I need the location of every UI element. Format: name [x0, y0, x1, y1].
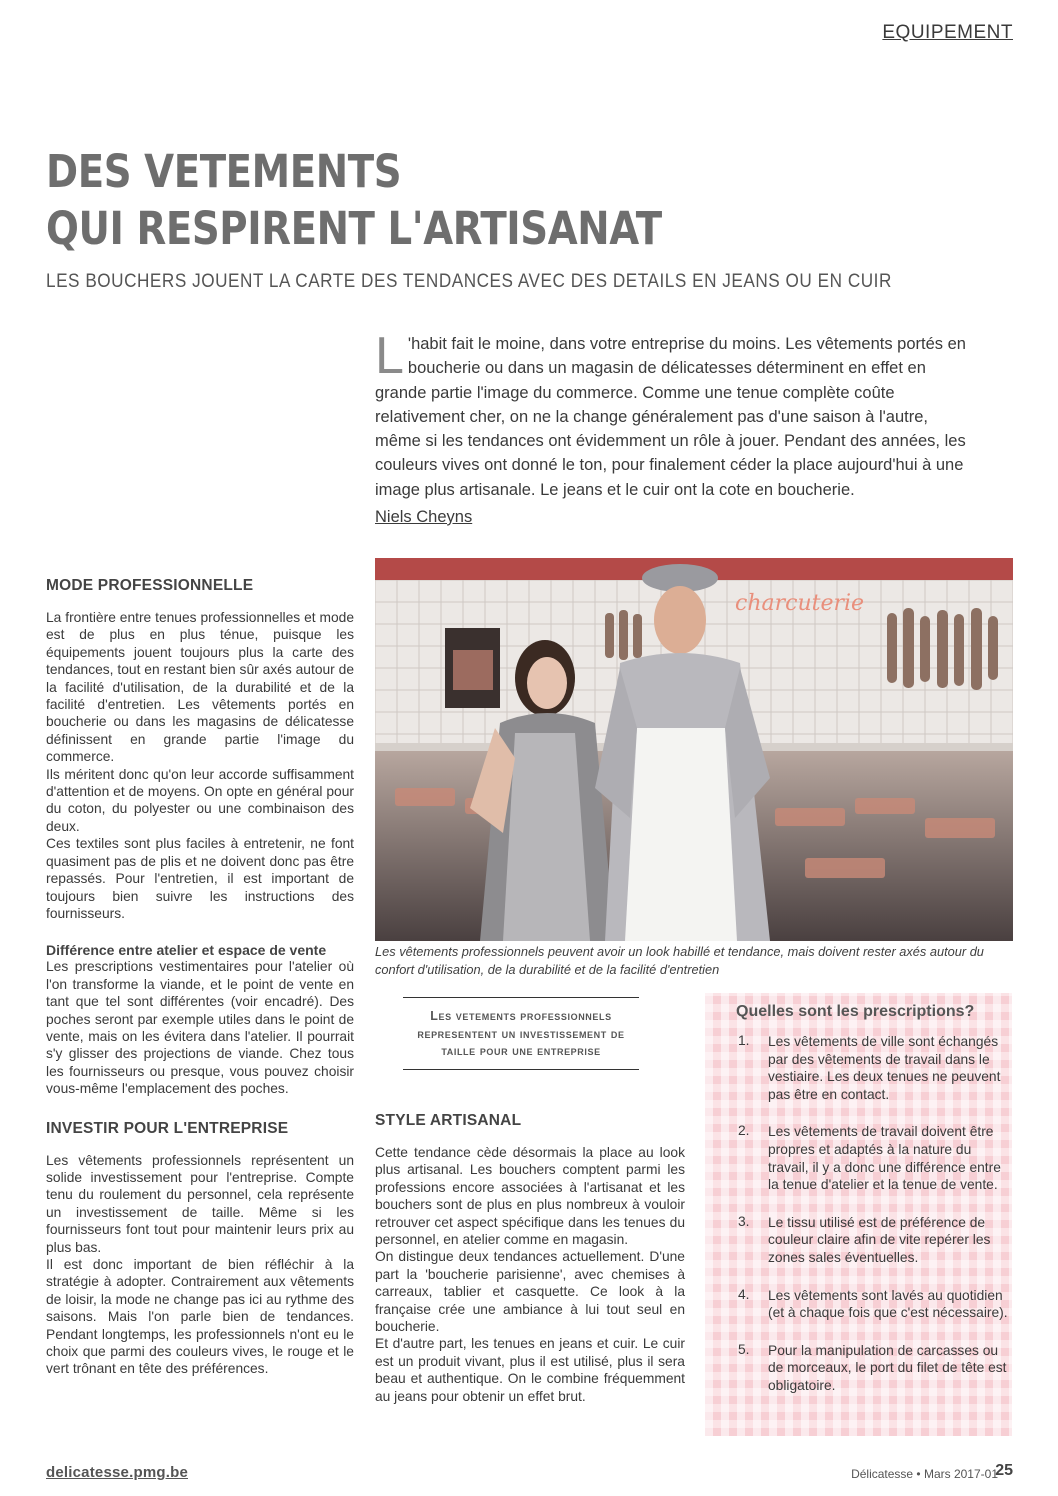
footer-issue: Délicatesse • Mars 2017-01 [851, 1467, 998, 1481]
list-number: 3. [738, 1213, 750, 1229]
photo-caption: Les vêtements professionnels peuvent avoir un look habillé et tendance, mais doivent rester axés autour du confort d'utilisation, de la durabilité et de la facilité d'entretien [375, 944, 984, 977]
title-line-1: DES VETEMENTS [46, 145, 402, 198]
page-number: 25 [995, 1462, 1013, 1479]
drop-cap: L [375, 327, 404, 385]
title-line-2: QUI RESPIRENT L'ARTISANAT [46, 202, 662, 255]
butchers-photo-illustration [375, 558, 1013, 941]
heading-investir: INVESTIR POUR L'ENTREPRISE [46, 1119, 289, 1137]
prescriptions-list [705, 1033, 1012, 1395]
heading-mode-professionnelle: MODE PROFESSIONNELLE [46, 577, 254, 594]
paragraph: Les vêtements professionnels représentent un solide investissement pour l'entreprise. Compte tenu du roulement du personnel, cela représente un investissement de taille. Même si les fournisseurs font tout pour maintenir leurs prix au plus bas. [46, 1152, 354, 1255]
list-text: Le tissu utilisé est de préférence de couleur claire afin de vite repérer les zones sales éventuelles. [768, 1214, 991, 1265]
paragraph: Ils méritent donc qu'on leur accorde suffisamment d'attention et de moyens. On opte en général pour du coton, du polyester ou une combinaison des deux. [46, 766, 354, 834]
list-text: Les vêtements de travail doivent être propres et adaptés à la nature du travail, il y a donc une différence entre la tenue d'atelier et la tenue de vente. [768, 1124, 1001, 1193]
list-text: Les vêtements de ville sont échangés par des vêtements de travail dans le vestiaire. Les deux tenues ne peuvent pas être en contact. [768, 1034, 1001, 1102]
list-number: 1. [738, 1033, 750, 1048]
list-number: 2. [738, 1123, 750, 1139]
shop-sign-text: charcuterie [735, 591, 865, 616]
paragraph: Les prescriptions vestimentaires pour l'atelier où l'on transforme la viande, et le point de vente en tant que tel sont différentes (voir encadré). Des poches seront par exemple utiles dans le point de vente, mais on les évitera dans l'atelier. Il pourrait s'y glisser des projections de viande. Chez tous les fournisseurs ou presque, vous pouvez choisir vous-même l'emplacement des poches. [46, 959, 354, 1097]
paragraph: Cette tendance cède désormais la place au look plus artisanal. Les bouchers comptent parmi les professions encore associées à l'artisanat et les bouchers sont de plus en plus nombreux à vouloir retrouver cet aspect spécifique dans les tenues du personnel, en atelier comme en magasin. [375, 1145, 685, 1248]
author-byline: Niels Cheyns [375, 508, 473, 526]
intro-paragraph [375, 327, 975, 502]
heading-style-artisanal: STYLE ARTISANAL [375, 1112, 522, 1129]
prescriptions-box [705, 993, 1012, 1436]
middle-column [375, 1112, 685, 1405]
list-number: 5. [738, 1341, 750, 1357]
list-number: 4. [738, 1286, 750, 1302]
left-column [46, 577, 354, 1378]
section-tag: EQUIPEMENT [882, 22, 1013, 43]
pull-quote: Les vetements professionnels representent un investissement de taille pour une entreprise [403, 997, 639, 1070]
list-item [705, 1342, 1012, 1395]
article-title [46, 143, 820, 257]
list-text: Pour la manipulation de carcasses ou de morceaux, le port du filet de tête est obligatoire. [768, 1342, 1007, 1393]
list-item [705, 1214, 1012, 1267]
subheading-atelier: Différence entre atelier et espace de vente [46, 942, 327, 959]
paragraph: Il est donc important de bien réfléchir à la stratégie à adopter. Contrairement aux vêtements de loisir, la mode ne change pas ici au rythme des saisons. Mais l'on parle bien de tendances. Pendant longtemps, les professionnels n'ont eu le choix que parmi des couleurs vives, le rouge et le vert trônant en tête des préférences. [46, 1257, 354, 1377]
list-item [705, 1033, 1012, 1103]
list-item [705, 1123, 1012, 1193]
article-subtitle: LES BOUCHERS JOUENT LA CARTE DES TENDANCES AVEC DES DETAILS EN JEANS OU EN CUIR [46, 270, 892, 292]
paragraph: On distingue deux tendances actuellement. D'une part la 'boucherie parisienne', avec chemises à carreaux, tablier et casquette. Ce look à la française crée une ambiance à lui tout seul en boucherie. [375, 1249, 685, 1335]
intro-text: 'habit fait le moine, dans votre entreprise du moins. Les vêtements portés en boucherie ou dans un magasin de délicatesses déterminent en effet en grande partie l'image du commerce. Comme une tenue complète coûte relativement cher, on ne la change généralement pas d'une saison à l'autre, même si les tendances ont évidemment un rôle à jouer. Pendant des années, les couleurs vives ont donné le ton, pour finalement céder la place aujourd'hui à une image plus artisanale. Le jeans et le cuir ont la cote en boucherie. [375, 335, 966, 499]
paragraph: La frontière entre tenues professionnelles et mode est de plus en plus ténue, puisque les équipements jouent toujours plus la carte des tendances, tout en restant bien sûr axés autour de la facilité d'utilisation, de la durabilité et de la facilité d'entretien. Les vêtements portés en boucherie ou dans les magasins de délicatesse définissent en grande partie l'image du commerce. [46, 610, 354, 765]
footer-website-link[interactable]: delicatesse.pmg.be [46, 1464, 188, 1481]
paragraph: Ces textiles sont plus faciles à entretenir, ne font quasiment pas de plis et ne doivent donc pas être repassés. Pour l'entretien, il est important de toujours bien suivre les instructions des fournisseurs. [46, 836, 354, 921]
list-text: Les vêtements sont lavés au quotidien (et à chaque fois que c'est nécessaire). [768, 1287, 1008, 1321]
list-item [705, 1287, 1012, 1322]
article-photo [375, 558, 1013, 941]
paragraph: Et d'autre part, les tenues en jeans et cuir. Le cuir est un produit vivant, plus il est utilisé, plus il sera beau et authentique. On le combine fréquemment au jeans pour obtenir un effet brut. [375, 1336, 685, 1404]
box-title: Quelles sont les prescriptions? [736, 1003, 975, 1020]
